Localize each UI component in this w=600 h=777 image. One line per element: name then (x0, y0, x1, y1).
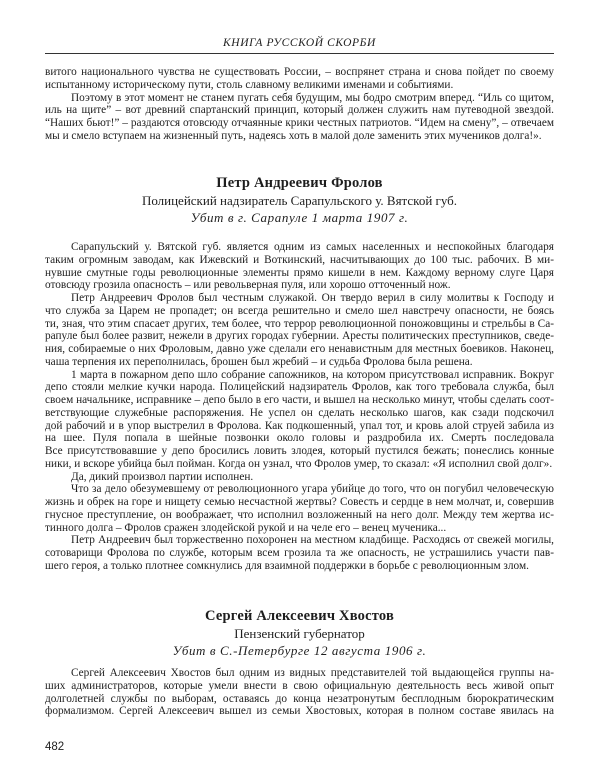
text-line: отовсюду грозила опасность – или револьверная пуля, или хорошо отточенный нож. (45, 279, 451, 292)
text-line: Поэтому в этот момент не станем пугать себя будущим, мы бодро смотрим вперед. “Иль со щитом, (71, 91, 554, 104)
text-line: гнусное преступление, он воображает, что исполнил возложенный на него долг. Между тем жертва ис- (45, 508, 554, 521)
text-line: сотоварищи Фролова по службе, которым всем грозила та же опасность, не устрашились участи пав- (45, 547, 554, 559)
text-line: Все присутствовавшие у депо бросились ловить злодея, который пустился бежать; понеслись конные (45, 445, 554, 457)
person-name: Петр Андреевич Фролов (216, 175, 383, 191)
khvostov-text (45, 667, 554, 718)
person-name: Сергей Алексеевич Хвостов (204, 608, 394, 624)
text-line: шего героя, а только плотнее сомкнулись для взаимной поддержки в борьбе с революционным злом. (45, 559, 529, 572)
paragraph (45, 471, 554, 484)
text-line: Сарапульский у. Вятской губ. является одним из самых населенных и неспокойных благодаря (71, 241, 554, 253)
text-line: 1 марта в пожарном депо шло собрание сапожников, на котором присутствовал исправник. Вокруг (71, 368, 554, 381)
person-role: Полицейский надзиратель Сарапульского у. Вятской губ. (141, 193, 458, 208)
text-line: ники, и вскоре убийца был пойман. Когда он узнал, что Фролов умер, то сказал: «Я исполнил свой долг». (45, 457, 553, 470)
text-line: Петр Андреевич Фролов был честным служакой. Он твердо верил в силу молитвы к Господу и (71, 292, 554, 304)
text-line: иль на щите” – вот древний спартанский принцип, который должен служить нам путеводной звездой. (45, 104, 554, 117)
paragraph (45, 66, 554, 92)
text-line: ших администраторов, которые умели внести в свою официальную деятельность весь живой опыт (45, 679, 554, 692)
running-head: КНИГА РУССКОЙ СКОРБИ (45, 36, 554, 54)
text-line: дой рабочий и в упор выстрелил в Фролова. Как подкошенный, упал тот, и кровь алой струей забила из (45, 419, 554, 432)
text-line: долголетней службы по выборам, оставаясь до конца незатронутым бесплодным бюрократическим (45, 692, 554, 705)
text-line: тинного долга – Фролов сражен злодейской рукой и на челе его – венец мученика... (45, 521, 447, 534)
text-line: Сергей Алексеевич Хвостов был одним из видных представителей той выдающейся группы на- (71, 667, 554, 679)
text-line: витого национального чувства не существовать России, – воспрянет страна и снова пойдет по своему (45, 66, 554, 78)
death-note: Убит в С.-Петербурге 12 августа 1906 г. (172, 643, 427, 658)
text-line: ния, собираемые о них Фроловым, давно уже сделали его ненавистным для местных боевиков. Наконец, (45, 343, 554, 355)
text-line: что служба за Царем не пропадет; он всегда решительно и смело шел навстречу опасности, не боясь (45, 304, 554, 317)
text-line: жизнь и обрек на горе и нищету семью несчастной жертвы? Совесть и сердце в нем молчат, и, совершив (45, 496, 554, 508)
text-line: Петр Андреевич был торжественно похоронен на местном кладбище. Расходясь от свежей могилы, (71, 534, 554, 547)
text-line: формализмом. Сергей Алексеевич вышел из семьи Хвостовых, которая в полном составе явилась на (45, 705, 554, 718)
intro-text (45, 66, 554, 143)
paragraph (45, 92, 554, 143)
person-role: Пензенский губернатор (234, 626, 365, 641)
text-line: депо стояли мелкие кучки народа. Полицейский надзиратель Фролов, как того требовала служба, был (45, 381, 554, 394)
paragraph (45, 292, 554, 369)
text-line: рапуле был более развит, нежели в других городах губернии. Аресты политических преступников, сведе- (45, 330, 554, 343)
text-line: своем начальнике, исправнике – депо было в его части, и вышел на несколько минут, чтобы сделать соот- (45, 394, 554, 406)
paragraph (45, 667, 554, 718)
text-line: ветствующие служебные распоряжения. Не успел он сделать несколько шагов, как сзади подскочил (45, 406, 554, 419)
text-line: нувшие смутные годы революционные элементы прямо кишели в нем. Каждому верному слуге Царя (45, 266, 554, 279)
text-line: таким огромным заводам, как Ижевский и Воткинский, насчитывающих до 100 тыс. рабочих. В ми- (45, 253, 554, 266)
khvostov-heading (45, 607, 554, 659)
text-line: испытанному историческому пути, столь славному великими именами и событиями. (45, 78, 454, 91)
text-line: Что за дело обезумевшему от революционного угара убийце до того, что он погубил человеческую (71, 483, 554, 496)
text-line: на шее. Пуля попала в шейные позвонки около головы и раздробила их. Смерть последовала (45, 432, 554, 445)
text-line: ти, зная, что этим спасает других, тем более, что террор революционной поножовщины и стрельбы в Са- (45, 317, 554, 330)
frolov-text (45, 241, 554, 573)
paragraph (45, 241, 554, 292)
text-line: мы и смело вступаем на жизненный путь, надеясь хоть в малой доле заменить этих мучеников долга!». (45, 129, 542, 142)
text-line: “Наших бьют!” – раздаются отовсюду отчаянные крики честных патриотов. “Идем на смену”, – отвечаем (45, 117, 554, 129)
paragraph (45, 534, 554, 572)
paragraph (45, 483, 554, 534)
text-line: чаша терпения их переполнилась, брошен был жребий – и судьба Фролова была решена. (45, 355, 473, 368)
text-line: Да, дикий произвол партии исполнен. (71, 470, 254, 483)
paragraph (45, 369, 554, 471)
page-number: 482 (45, 741, 65, 753)
frolov-heading (45, 174, 554, 226)
death-note: Убит в г. Сарапуле 1 марта 1907 г. (190, 210, 409, 225)
